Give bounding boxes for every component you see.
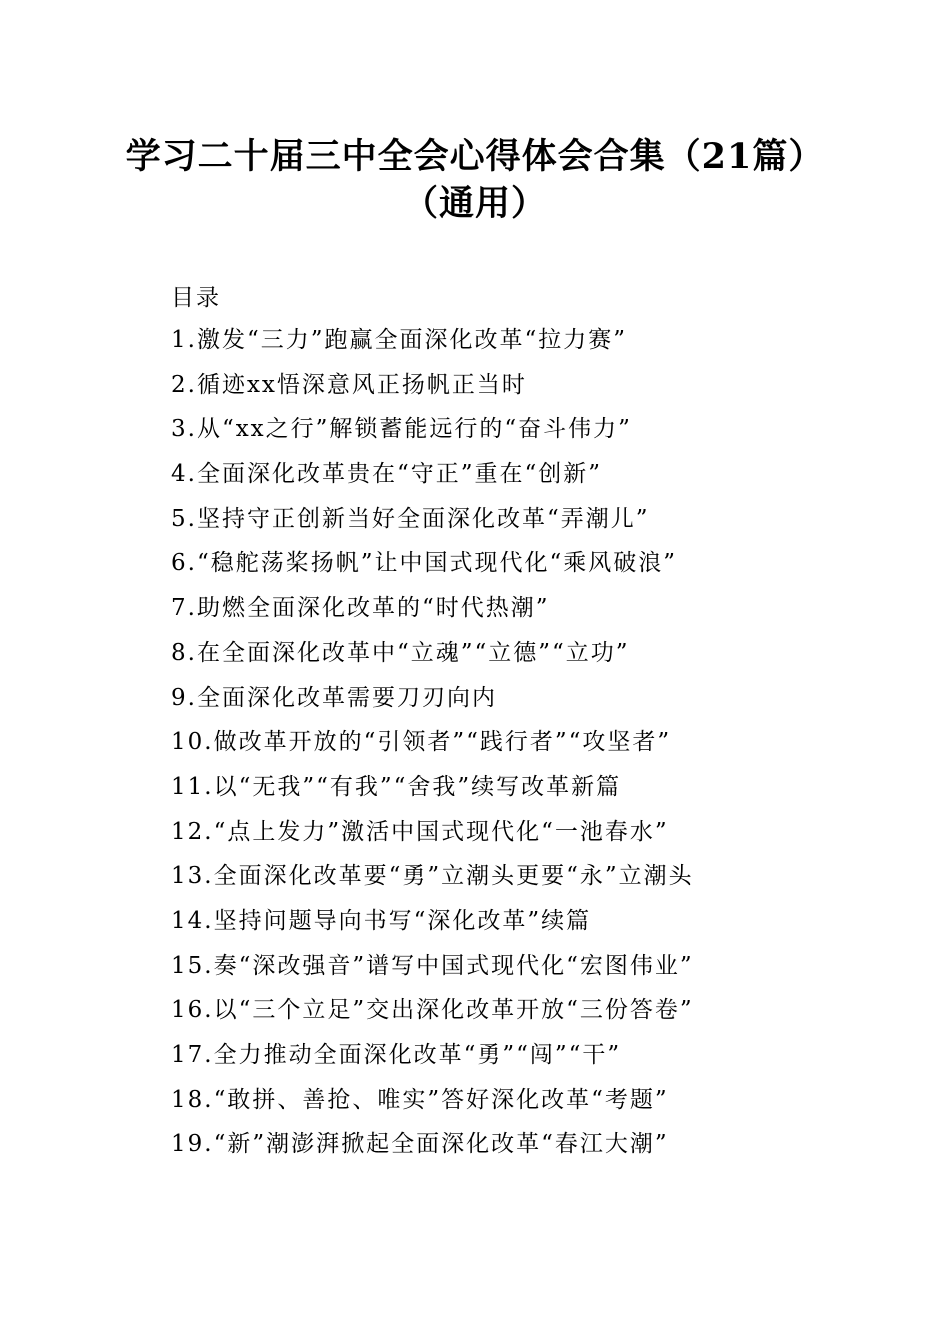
toc-item: 17.全力推动全面深化改革“勇”“闯”“干” (171, 1042, 622, 1068)
toc-item: 18.“敢拼、善抢、唯实”答好深化改革“考题” (171, 1086, 669, 1113)
title-line-main: 学习二十届三中全会心得体会合集（21篇） (125, 136, 825, 177)
document-title (0, 133, 950, 227)
toc-item: 19.“新”潮澎湃掀起全面深化改革“春江大潮” (171, 1131, 669, 1158)
toc-item: 1.激发“三力”跑赢全面深化改革“拉力赛” (171, 327, 627, 353)
toc-item: 15.奏“深改强音”谱写中国式现代化“宏图伟业” (171, 952, 694, 979)
table-of-contents (171, 278, 871, 1167)
toc-item: 2.循迹xx悟深意风正扬帆正当时 (171, 371, 527, 398)
toc-item: 7.助燃全面深化改革的“时代热潮” (171, 595, 550, 622)
toc-item: 14.坚持问题导向书写“深化改革”续篇 (171, 907, 592, 934)
toc-item: 6.“稳舵荡桨扬帆”让中国式现代化“乘风破浪” (171, 550, 677, 577)
toc-item: 10.做改革开放的“引领者”“践行者”“攻坚者” (171, 729, 672, 756)
title-line-subtitle: （通用） (402, 183, 547, 224)
toc-item: 5.坚持守正创新当好全面深化改革“弄潮儿” (171, 505, 650, 532)
toc-item: 11.以“无我”“有我”“舍我”续写改革新篇 (171, 773, 622, 800)
toc-item: 3.从“xx之行”解锁蓄能远行的“奋斗伟力” (171, 416, 632, 443)
toc-item: 12.“点上发力”激活中国式现代化“一池春水” (171, 818, 669, 845)
toc-item: 4.全面深化改革贵在“守正”重在“创新” (171, 461, 602, 488)
toc-heading: 目录 (171, 285, 221, 311)
toc-item: 13.全面深化改革要“勇”立潮头更要“永”立潮头 (171, 863, 694, 890)
toc-item: 16.以“三个立足”交出深化改革开放“三份答卷” (171, 997, 694, 1024)
toc-item: 9.全面深化改革需要刀刃向内 (171, 684, 497, 711)
toc-item: 8.在全面深化改革中“立魂”“立德”“立功” (171, 639, 630, 666)
toc-list (171, 318, 871, 1167)
